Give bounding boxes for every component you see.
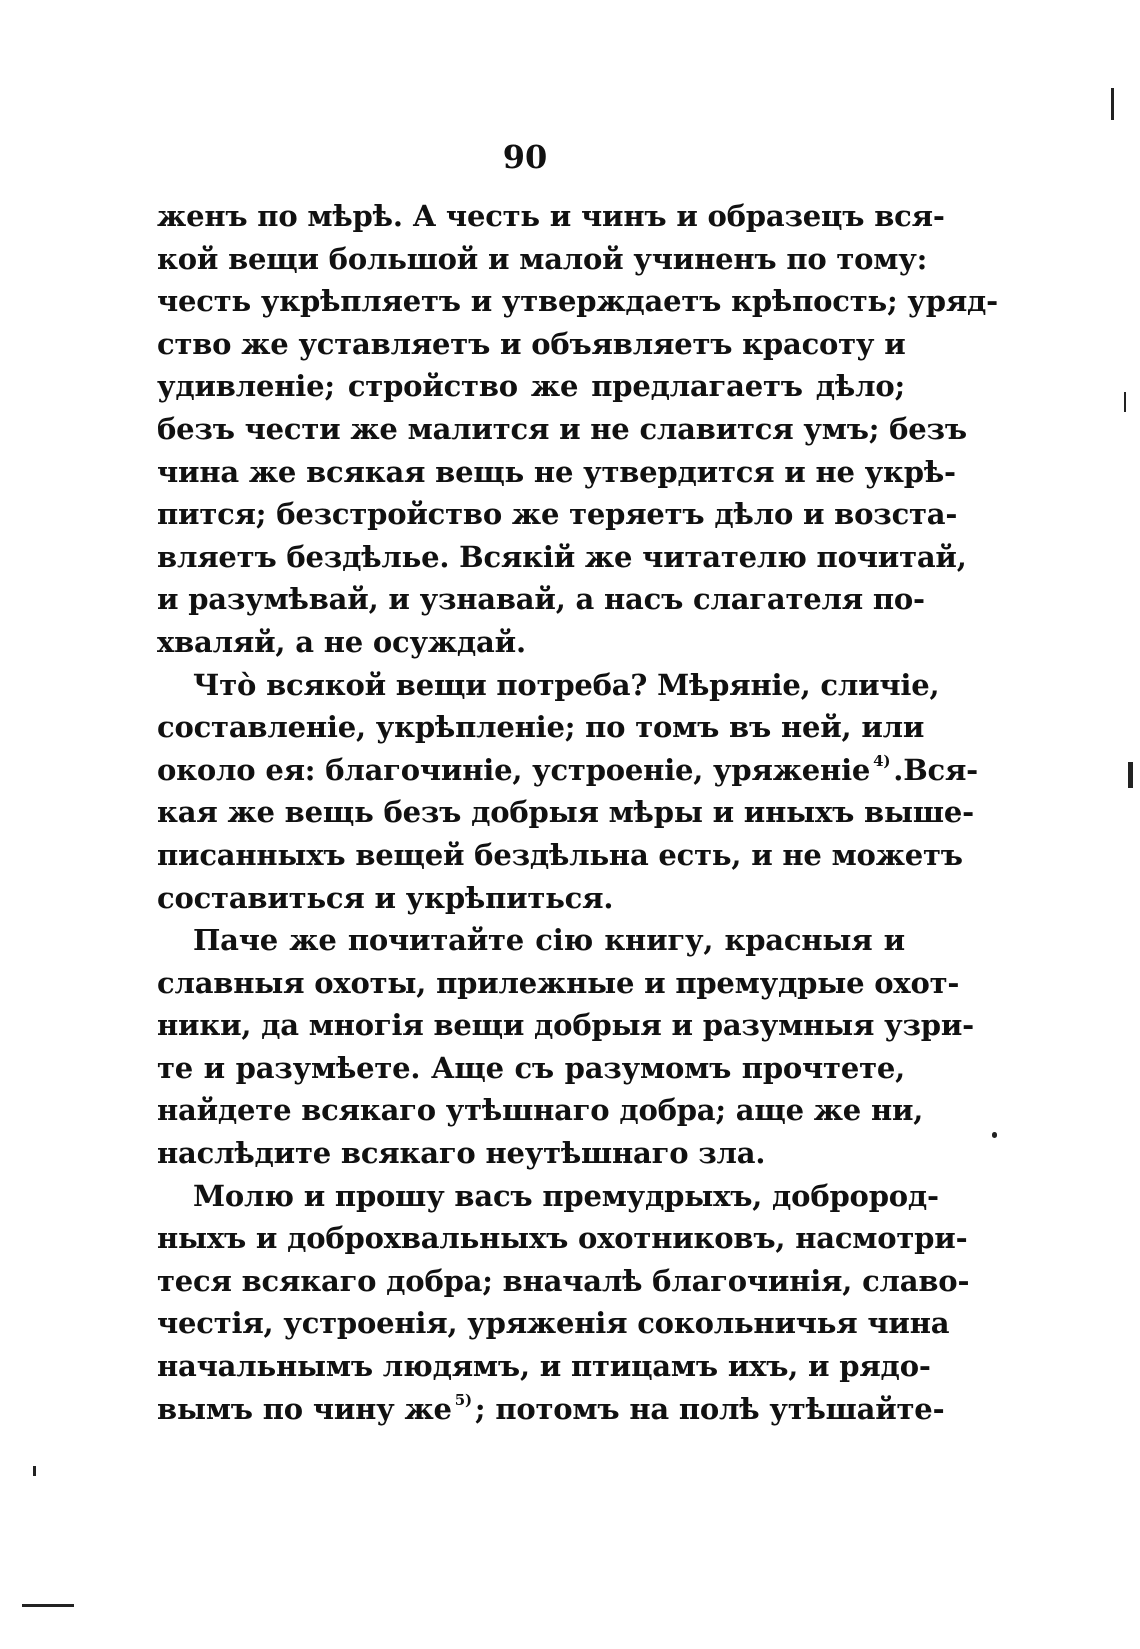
text-line: Что̀ всякой вещи потреба? Мѣряніе, сличіе, (193, 667, 940, 702)
text-line: женъ по мѣрѣ. А честь и чинъ и образецъ вся- (157, 199, 945, 233)
text-line: безъ чести же малится и не славится умъ; безъ (157, 411, 967, 446)
footnote-marker: 4) (873, 751, 891, 770)
text-line: теся всякаго добра; вначалѣ благочинія, славо- (157, 1263, 970, 1298)
margin-mark (992, 1132, 997, 1138)
text-line-part: .Вся- (893, 752, 979, 787)
text-line: ники, да многія вещи добрыя и разумныя узри- (157, 1008, 974, 1043)
margin-mark (1124, 392, 1126, 412)
text-line: Паче же почитайте сію книгу, красныя и (193, 923, 905, 958)
text-line: и разумѣвай, и узнавай, а насъ слагателя по- (157, 582, 925, 617)
text-line-part: вымъ по чину же (157, 1391, 452, 1426)
text-line: наслѣдите всякаго неутѣшнаго зла. (157, 1136, 766, 1171)
text-line: писанныхъ вещей бездѣльна есть, и не можетъ (157, 837, 963, 872)
paragraph-4 (157, 1175, 970, 1431)
footnote-marker: 5) (454, 1390, 472, 1409)
text-line: начальнымъ людямъ, и птицамъ ихъ, и рядо- (157, 1349, 931, 1384)
text-line: те и разумѣете. Аще съ разумомъ прочтете, (157, 1050, 905, 1085)
text-line (157, 1388, 945, 1431)
paragraph-2 (157, 664, 979, 920)
text-line: честія, устроенія, уряженія сокольничья чина (157, 1306, 950, 1341)
text-line-part: около ея: благочиніе, устроеніе, уряженіе (157, 752, 871, 787)
text-line: ство же уставляетъ и объявляетъ красоту и (157, 326, 906, 361)
text-line: найдете всякаго утѣшнаго добра; аще же ни, (157, 1093, 924, 1128)
text-line: кая же вещь безъ добрыя мѣры и иныхъ выше- (157, 795, 974, 830)
text-line: ныхъ и доброхвальныхъ охотниковъ, насмотри- (157, 1221, 968, 1256)
text-line: составиться и укрѣпиться. (157, 880, 614, 915)
text-line: составленіе, укрѣпленіе; по томъ въ ней, или (157, 710, 925, 745)
text-line: Молю и прошу васъ премудрыхъ, добрород- (193, 1178, 939, 1213)
text-line: славныя охоты, прилежные и премудрые охот- (157, 965, 960, 1000)
body-text (157, 195, 999, 1430)
margin-mark (33, 1466, 36, 1476)
text-line: вляетъ бездѣлье. Всякій же читателю почитай, (157, 539, 967, 574)
text-line: честь укрѣпляетъ и утверждаетъ крѣпость; уряд- (157, 284, 999, 319)
page-number: 90 (502, 138, 548, 176)
text-line: хваляй, а не осуждай. (157, 624, 526, 659)
paragraph-1 (157, 195, 999, 664)
text-line-part: ; потомъ на полѣ утѣшайте- (474, 1391, 945, 1426)
paragraph-3 (157, 919, 974, 1175)
text-line: кой вещи большой и малой учиненъ по тому: (157, 241, 928, 276)
margin-mark (22, 1604, 74, 1607)
margin-mark (1128, 762, 1133, 788)
text-line: пится; безстройство же теряетъ дѣло и возста- (157, 497, 958, 532)
text-line (157, 749, 979, 792)
text-line: чина же всякая вещь не утвердится и не укрѣ- (157, 454, 956, 489)
text-line: удивленіе; стройство же предлагаетъ дѣло; (157, 369, 905, 404)
margin-mark (1111, 88, 1114, 120)
